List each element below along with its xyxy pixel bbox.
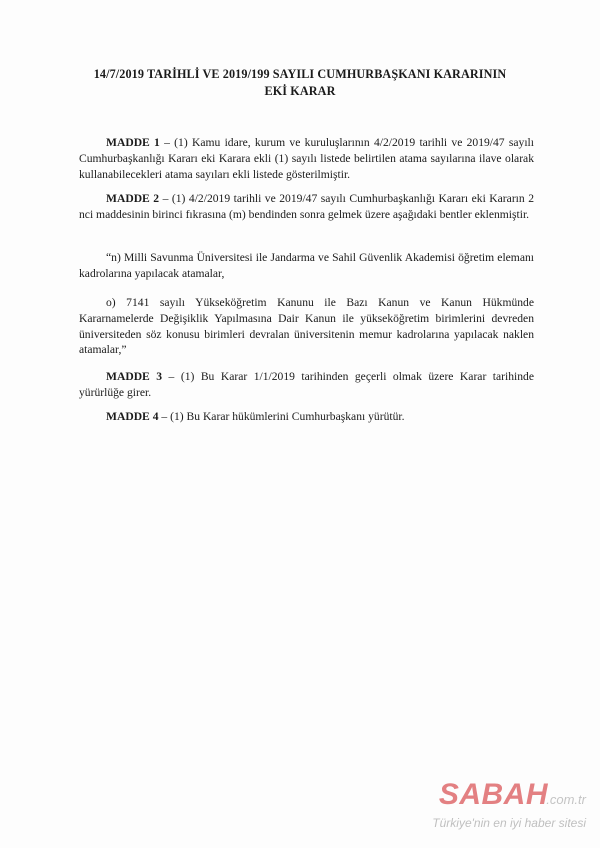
clause-n-paragraph [79,250,534,282]
clause-o-paragraph [79,295,534,358]
title-line-1: 14/7/2019 TARİHLİ VE 2019/199 SAYILI CUMHURBAŞKANI KARARININ [93,67,507,81]
article-4-paragraph [79,409,534,425]
document-title [60,66,540,100]
article-2-text: – (1) 4/2/2019 tarihli ve 2019/47 sayılı Cumhurbaşkanlığı Kararı eki Kararın 2 nci maddesinin birinci fıkrasına (m) bendinden sonra gelmek üzere aşağıdaki bentler eklenmiştir. [79,192,534,221]
title-line-2: EKİ KARAR [264,84,336,98]
watermark-domain: .com.tr [546,792,586,807]
article-1-heading: MADDE 1 [106,136,160,149]
article-2-paragraph [79,191,534,223]
article-3-text: – (1) Bu Karar 1/1/2019 tarihinden geçerli olmak üzere Karar tarihinde yürürlüğe girer. [79,370,534,399]
article-2-heading: MADDE 2 [106,192,160,205]
article-4-heading: MADDE 4 [106,410,159,423]
article-4-text: – (1) Bu Karar hükümlerini Cumhurbaşkanı yürütür. [158,410,405,423]
watermark-slogan: Türkiye'nin en iyi haber sitesi [432,816,586,830]
article-3-heading: MADDE 3 [106,370,163,383]
article-3-paragraph [79,369,534,401]
watermark-logo: SABAH [438,778,548,811]
article-1-text: – (1) Kamu idare, kurum ve kuruluşlarının 4/2/2019 tarihli ve 2019/47 sayılı Cumhurbaşkanlığı Kararı eki Karara ekli (1) sayılı listede belirtilen atama sayılarına ilave olarak kullanabilecekleri atama sayıları ekli listede gösterilmiştir. [79,136,534,181]
clause-o-text: o) 7141 sayılı Yükseköğretim Kanunu ile Bazı Kanun ve Kanun Hükmünde Kararnamelerde Değişiklik Yapılmasına Dair Kanun ile yükseköğretim birimlerini devreden üniversiteden söz konusu birimleri devralan üniversitenin memur kadrolarına yapılacak naklen atamalar,” [79,296,534,357]
sabah-watermark [376,778,586,840]
article-1-paragraph [79,135,534,182]
clause-n-text: “n) Milli Savunma Üniversitesi ile Jandarma ve Sahil Güvenlik Akademisi öğretim elemanı kadrolarına yapılacak atamalar, [79,251,534,280]
